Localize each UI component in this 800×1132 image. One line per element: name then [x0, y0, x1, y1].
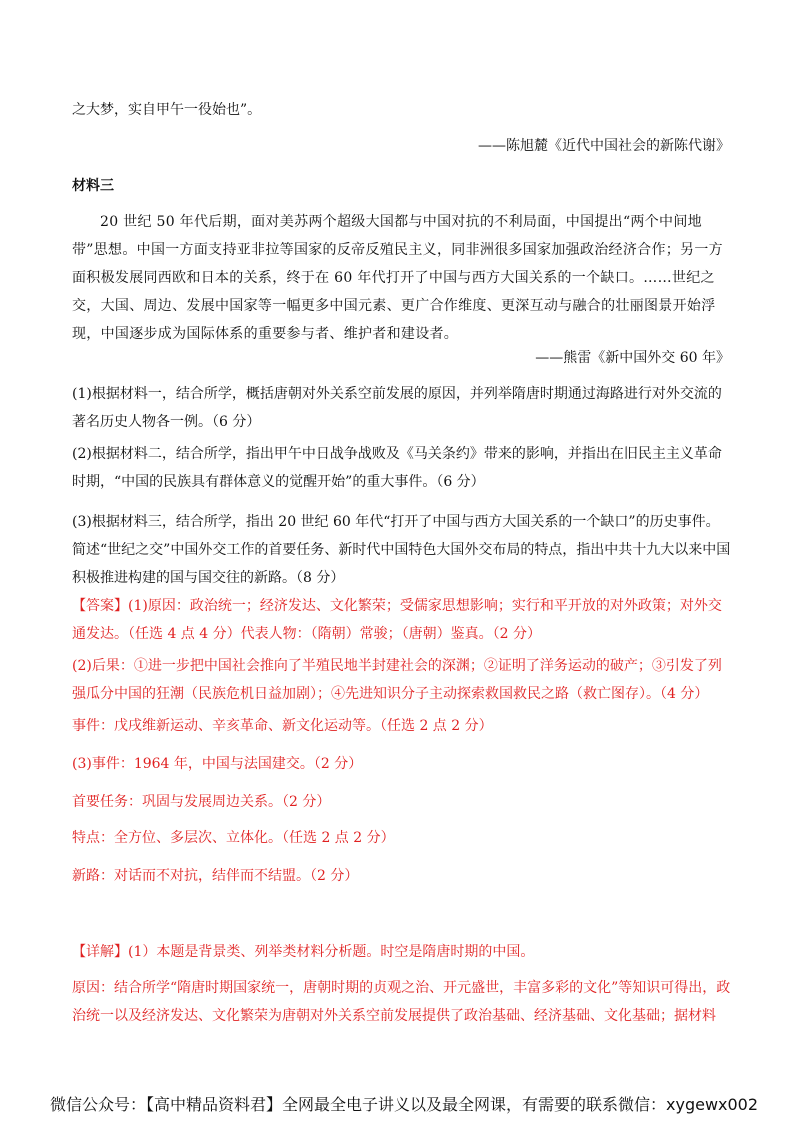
answer-1: 【答案】(1)原因：政治统一；经济发达、文化繁荣；受儒家思想影响；实行和平开放的对外政策；对外交通发达。（任选 4 点 4 分）代表人物：（隋朝）常骏；（唐朝）鉴真。（2 分） — [72, 598, 722, 642]
footer-wechat-notice: 微信公众号：【高中精品资料君】全网最全电子讲义以及最全网课，有需要的联系微信：xygewx002 — [50, 1095, 759, 1114]
answer-2-events: 事件：戊戌维新运动、辛亥革命、新文化运动等。（任选 2 点 2 分） — [72, 718, 493, 734]
answer-3-new-path: 新路：对话而不对抗，结伴而不结盟。（2 分） — [72, 868, 359, 884]
explanation-reason: 原因：结合所学“隋唐时期国家统一，唐朝时期的贞观之治、开元盛世，丰富多彩的文化”等知识可得出，政治统一以及经济发达、文化繁荣为唐朝对外关系空前发展提供了政治基础、经济基础、文化基础；据材料 — [72, 980, 731, 1024]
question-1: (1)根据材料一，结合所学，概括唐朝对外关系空前发展的原因，并列举隋唐时期通过海路进行对外交流的著名历史人物各一例。（6 分） — [72, 386, 722, 430]
material2-source: ——陈旭麓《近代中国社会的新陈代谢》 — [478, 138, 730, 154]
question-2: (2)根据材料二，结合所学，指出甲午中日战争战败及《马关条约》带来的影响，并指出在旧民主主义革命时期，“中国的民族具有群体意义的觉醒开始”的重大事件。（6 分） — [72, 446, 722, 490]
answer-2: (2)后果：①进一步把中国社会推向了半殖民地半封建社会的深渊；②证明了洋务运动的破产；③引发了列强瓜分中国的狂潮（民族危机日益加剧）；④先进知识分子主动探索救国救民之路（救亡图存）。（4 分） — [72, 658, 722, 702]
explanation-intro: 【详解】(1）本题是背景类、列举类材料分析题。时空是隋唐时期的中国。 — [72, 944, 535, 960]
answer-3-features: 特点：全方位、多层次、立体化。（任选 2 点 2 分） — [72, 830, 395, 846]
material3-body: 20 世纪 50 年代后期，面对美苏两个超级大国都与中国对抗的不利局面，中国提出“两个中间地带”思想。中国一方面支持亚非拉等国家的反帝反殖民主义，同非洲很多国家加强政治经济合作；另一方面积极发展同西欧和日本的关系，终于在 60 年代打开了中国与西方大国关系的一个缺口。……世纪之交，大国、周边、发展中国家等一幅更多中国元素、更广合作维度、更深互动与融合的壮丽图景开始浮现，中国逐步成为国际体系的重要参与者、维护者和建设者。 — [72, 214, 723, 342]
question-3: (3)根据材料三，结合所学，指出 20 世纪 60 年代“打开了中国与西方大国关系的一个缺口”的历史事件。简述“世纪之交”中国外交工作的首要任务、新时代中国特色大国外交布局的特点，指出中共十九大以来中国积极推进构建的国与国交往的新路。（8 分） — [72, 514, 731, 586]
material2-tail-line: 之大梦，实自甲午一役始也”。 — [72, 102, 262, 118]
answer-3-event: (3)事件：1964 年，中国与法国建交。（2 分） — [72, 756, 363, 772]
material3-source: ——熊雷《新中国外交 60 年》 — [535, 350, 730, 366]
material3-heading: 材料三 — [72, 178, 114, 194]
answer-3-task: 首要任务：巩固与发展周边关系。（2 分） — [72, 794, 331, 810]
